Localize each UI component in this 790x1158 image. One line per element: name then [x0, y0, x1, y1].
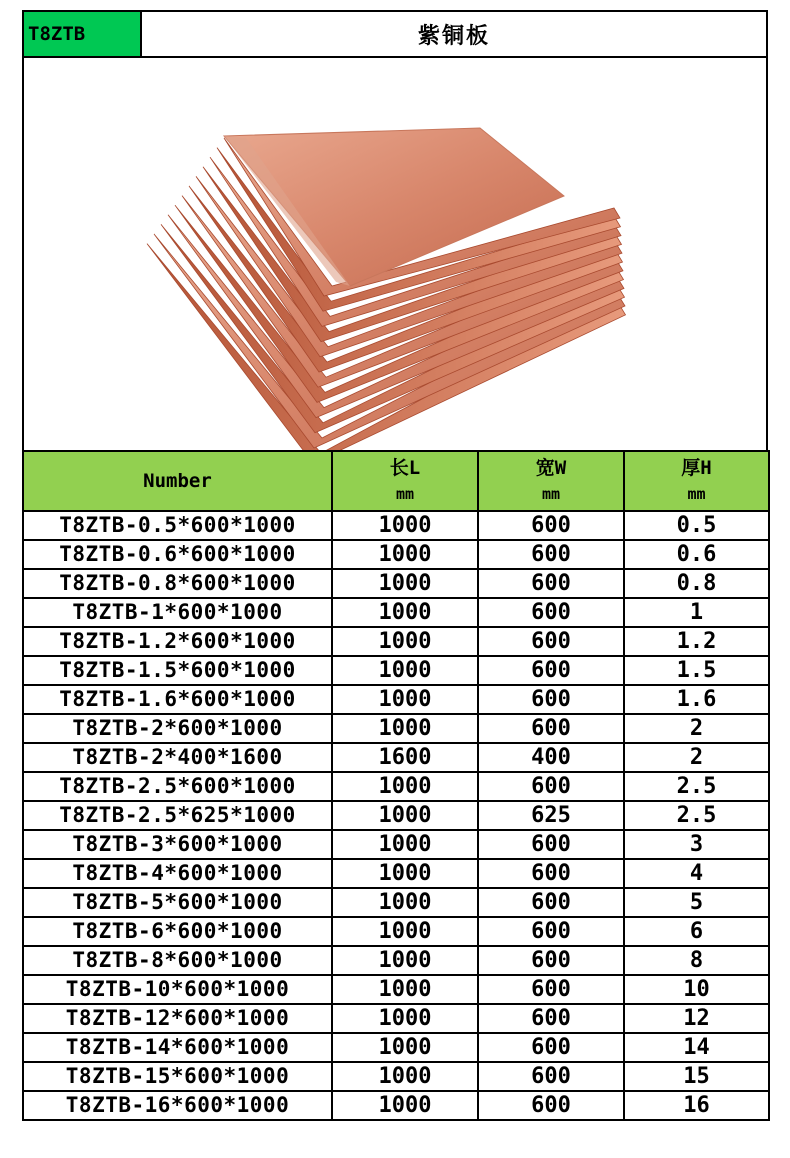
cell-length: 1000: [332, 772, 478, 801]
cell-width: 625: [478, 801, 624, 830]
cell-width: 600: [478, 946, 624, 975]
cell-width: 600: [478, 511, 624, 540]
copper-sheets-photo: [24, 58, 766, 450]
spec-table: [22, 450, 770, 1121]
cell-model: T8ZTB-1.6*600*1000: [23, 685, 332, 714]
thickness-label: 厚H: [681, 457, 712, 479]
cell-model: T8ZTB-4*600*1000: [23, 859, 332, 888]
cell-width: 600: [478, 1033, 624, 1062]
cell-thickness: 0.6: [624, 540, 769, 569]
table-header-row: [23, 451, 769, 511]
cell-length: 1600: [332, 743, 478, 772]
cell-thickness: 2.5: [624, 801, 769, 830]
cell-length: 1000: [332, 1062, 478, 1091]
cell-length: 1000: [332, 801, 478, 830]
cell-width: 600: [478, 685, 624, 714]
length-unit: mm: [395, 485, 415, 503]
cell-model: T8ZTB-2*600*1000: [23, 714, 332, 743]
product-image: [22, 58, 768, 450]
width-unit: mm: [541, 485, 561, 503]
table-row: [23, 830, 769, 859]
cell-model: T8ZTB-12*600*1000: [23, 1004, 332, 1033]
cell-model: T8ZTB-2.5*625*1000: [23, 801, 332, 830]
cell-length: 1000: [332, 975, 478, 1004]
cell-length: 1000: [332, 598, 478, 627]
cell-thickness: 2: [624, 714, 769, 743]
cell-thickness: 0.8: [624, 569, 769, 598]
width-label: 宽W: [535, 457, 567, 479]
cell-model: T8ZTB-10*600*1000: [23, 975, 332, 1004]
cell-model: T8ZTB-5*600*1000: [23, 888, 332, 917]
table-row: [23, 917, 769, 946]
column-header-width: [478, 451, 624, 511]
cell-thickness: 2: [624, 743, 769, 772]
cell-length: 1000: [332, 1033, 478, 1062]
table-row: [23, 801, 769, 830]
cell-length: 1000: [332, 917, 478, 946]
cell-width: 600: [478, 1004, 624, 1033]
table-row: [23, 1091, 769, 1120]
cell-length: 1000: [332, 714, 478, 743]
table-row: [23, 1004, 769, 1033]
cell-model: T8ZTB-14*600*1000: [23, 1033, 332, 1062]
product-title: 紫铜板: [417, 23, 490, 49]
cell-width: 600: [478, 714, 624, 743]
column-header-thickness: [624, 451, 769, 511]
cell-width: 600: [478, 1091, 624, 1120]
cell-width: 600: [478, 656, 624, 685]
cell-width: 600: [478, 598, 624, 627]
cell-thickness: 16: [624, 1091, 769, 1120]
cell-length: 1000: [332, 1004, 478, 1033]
cell-model: T8ZTB-3*600*1000: [23, 830, 332, 859]
table-row: [23, 1062, 769, 1091]
cell-length: 1000: [332, 685, 478, 714]
cell-thickness: 14: [624, 1033, 769, 1062]
cell-model: T8ZTB-15*600*1000: [23, 1062, 332, 1091]
cell-width: 600: [478, 830, 624, 859]
cell-width: 600: [478, 772, 624, 801]
cell-width: 600: [478, 859, 624, 888]
cell-length: 1000: [332, 656, 478, 685]
cell-model: T8ZTB-16*600*1000: [23, 1091, 332, 1120]
cell-thickness: 1.5: [624, 656, 769, 685]
cell-length: 1000: [332, 627, 478, 656]
cell-length: 1000: [332, 1091, 478, 1120]
cell-width: 600: [478, 1062, 624, 1091]
cell-model: T8ZTB-0.5*600*1000: [23, 511, 332, 540]
cell-model: T8ZTB-6*600*1000: [23, 917, 332, 946]
cell-width: 600: [478, 627, 624, 656]
cell-model: T8ZTB-0.6*600*1000: [23, 540, 332, 569]
column-header-length: [332, 451, 478, 511]
cell-model: T8ZTB-2.5*600*1000: [23, 772, 332, 801]
cell-thickness: 12: [624, 1004, 769, 1033]
cell-thickness: 15: [624, 1062, 769, 1091]
thickness-unit: mm: [687, 485, 706, 503]
table-row: [23, 598, 769, 627]
table-row: [23, 888, 769, 917]
table-row: [23, 1033, 769, 1062]
table-row: [23, 569, 769, 598]
table-row: [23, 685, 769, 714]
cell-thickness: 1.2: [624, 627, 769, 656]
cell-length: 1000: [332, 859, 478, 888]
table-row: [23, 859, 769, 888]
cell-width: 600: [478, 917, 624, 946]
title-bar: [22, 10, 768, 58]
cell-width: 600: [478, 540, 624, 569]
cell-length: 1000: [332, 888, 478, 917]
cell-length: 1000: [332, 540, 478, 569]
cell-width: 600: [478, 888, 624, 917]
cell-model: T8ZTB-1*600*1000: [23, 598, 332, 627]
column-header-number: Number: [23, 451, 332, 511]
cell-thickness: 4: [624, 859, 769, 888]
cell-width: 600: [478, 569, 624, 598]
table-row: [23, 714, 769, 743]
brand-label: T8ZTB: [24, 12, 142, 56]
cell-model: T8ZTB-8*600*1000: [23, 946, 332, 975]
cell-thickness: 6: [624, 917, 769, 946]
cell-length: 1000: [332, 511, 478, 540]
table-row: [23, 511, 769, 540]
table-row: [23, 946, 769, 975]
table-row: [23, 656, 769, 685]
cell-length: 1000: [332, 946, 478, 975]
cell-thickness: 0.5: [624, 511, 769, 540]
cell-model: T8ZTB-0.8*600*1000: [23, 569, 332, 598]
cell-width: 600: [478, 975, 624, 1004]
product-sheet: [22, 10, 768, 1121]
table-row: [23, 743, 769, 772]
cell-thickness: 8: [624, 946, 769, 975]
cell-length: 1000: [332, 569, 478, 598]
cell-thickness: 5: [624, 888, 769, 917]
cell-model: T8ZTB-2*400*1600: [23, 743, 332, 772]
cell-length: 1000: [332, 830, 478, 859]
table-row: [23, 772, 769, 801]
table-row: [23, 627, 769, 656]
cell-width: 400: [478, 743, 624, 772]
cell-thickness: 10: [624, 975, 769, 1004]
cell-thickness: 1: [624, 598, 769, 627]
cell-model: T8ZTB-1.2*600*1000: [23, 627, 332, 656]
table-row: [23, 540, 769, 569]
cell-thickness: 1.6: [624, 685, 769, 714]
length-label: 长L: [389, 457, 421, 479]
cell-thickness: 3: [624, 830, 769, 859]
cell-thickness: 2.5: [624, 772, 769, 801]
cell-model: T8ZTB-1.5*600*1000: [23, 656, 332, 685]
table-row: [23, 975, 769, 1004]
